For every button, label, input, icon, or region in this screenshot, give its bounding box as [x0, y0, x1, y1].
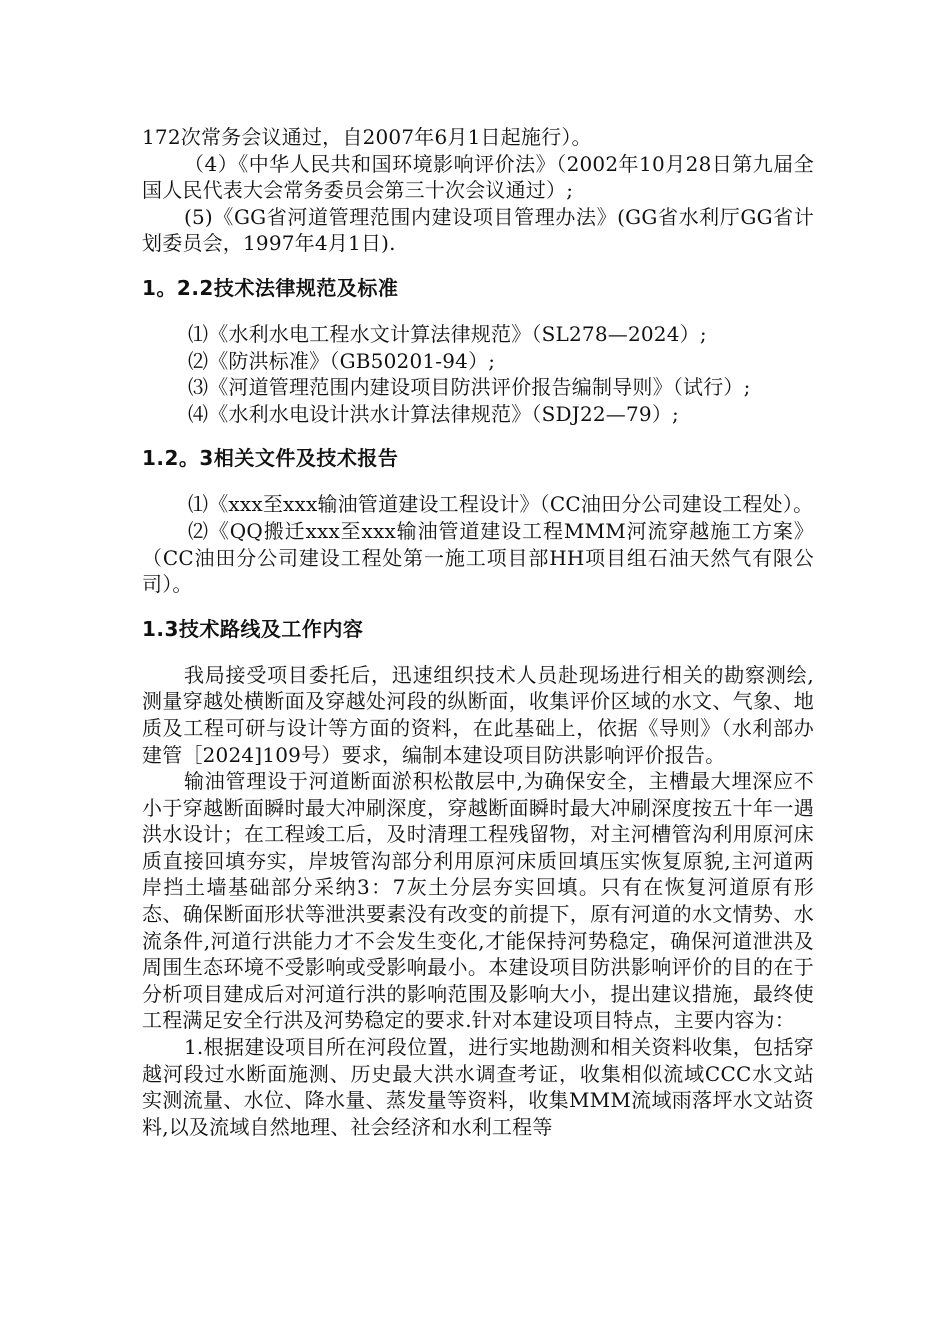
body-paragraph-2: 输油管理设于河道断面淤积松散层中,为确保安全，主槽最大埋深应不小于穿越断面瞬时最大冲刷深度，穿越断面瞬时最大冲刷深度按五十年一遇洪水设计；在工程竣工后，及时清理工程残留物，对主河槽管沟利用原河床质直接回填夯实，岸坡管沟部分利用原河床质回填压实恢复原貌,主河道两岸挡土墙基础部分采纳3：7灰土分层夯实回填。只有在恢复河道原有形态、确保断面形状等泄洪要素没有改变的前提下，原有河道的水文情势、水流条件,河道行洪能力才不会发生变化,才能保持河势稳定，确保河道泄洪及周围生态环境不受影响或受影响最小。本建设项目防洪影响评价的目的在于分析项目建成后对河道行洪的影响范围及影响大小，提出建议措施，最终使工程满足安全行洪及河势稳定的要求.针对本建设项目特点，主要内容为： [142, 769, 814, 1033]
page-content [142, 124, 814, 1140]
heading-1-3: 1.3技术路线及工作内容 [142, 616, 364, 641]
law-item-4: （4）《中华人民共和国环境影响评价法》（2002年10月28日第九届全国人民代表大会常务委员会第三十次会议通过）; [142, 151, 814, 203]
body-paragraph-3: 1.根据建设项目所在河段位置，进行实地勘测和相关资料收集，包括穿越河段过水断面施测、历史最大洪水调查考证，收集相似流域CCC水文站实测流量、水位、降水量、蒸发量等资料，收集MMM流域雨落坪水文站资料,以及流域自然地理、社会经济和水利工程等 [142, 1035, 814, 1139]
standard-item-3: ⑶《河道管理范围内建设项目防洪评价报告编制导则》（试行）; [188, 375, 751, 400]
document-item-1: ⑴《xxx至xxx输油管道建设工程设计》（CC油田分公司建设工程处）。 [188, 492, 814, 517]
standard-item-2: ⑵《防洪标准》（GB50201-94）; [188, 348, 496, 373]
standard-item-1: ⑴《水利水电工程水文计算法律规范》（SL278—2024）; [188, 321, 707, 346]
heading-1-2-2: 1。2.2技术法律规范及标准 [142, 275, 399, 300]
standard-item-4: ⑷《水利水电设计洪水计算法律规范》（SDJ22—79）; [188, 401, 679, 426]
heading-1-2-3: 1.2。3相关文件及技术报告 [142, 446, 399, 471]
law-item-5: (5)《GG省河道管理范围内建设项目管理办法》(GG省水利厅GG省计划委员会，1997年4月1日). [142, 204, 814, 256]
body-paragraph-1: 我局接受项目委托后，迅速组织技术人员赴现场进行相关的勘察测绘,测量穿越处横断面及穿越处河段的纵断面，收集评价区域的水文、气象、地质及工程可研与设计等方面的资料，在此基础上，依据《导则》（水利部办建管［2024]109号）要求，编制本建设项目防洪影响评价报告。 [142, 662, 814, 767]
paragraph-continuation: 172次常务会议通过，自2007年6月1日起施行）。 [142, 125, 592, 149]
document-item-2: ⑵《QQ搬迁xxx至xxx输油管道建设工程MMM河流穿越施工方案》（CC油田分公司建设工程处第一施工项目部HH项目组石油天然气有限公司）。 [142, 518, 814, 597]
